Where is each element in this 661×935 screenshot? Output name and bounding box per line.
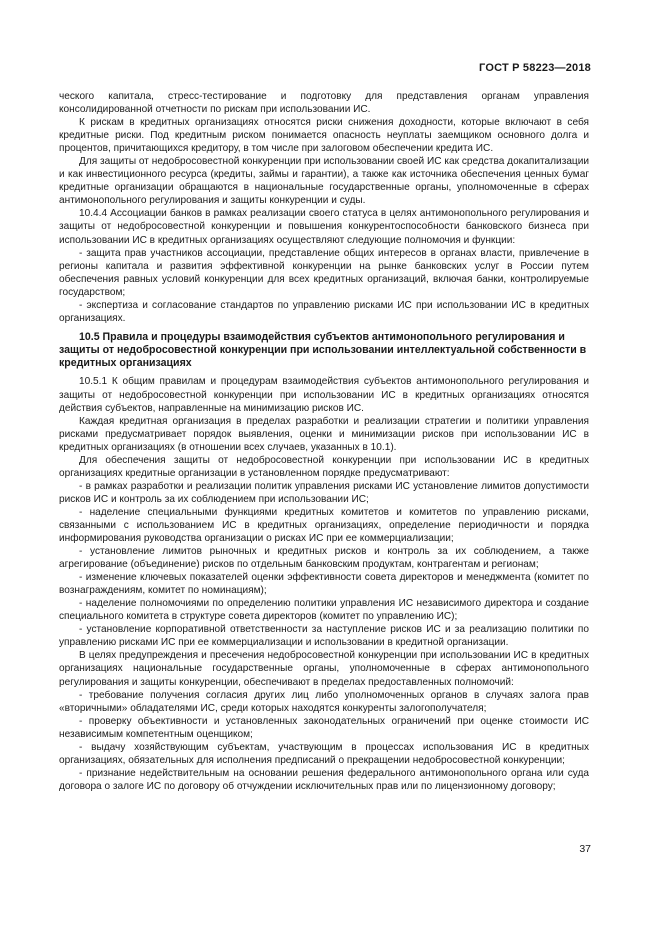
page-number: 37 [579, 843, 591, 855]
paragraph-protection-competition: Для защиты от недобросовестной конкуренции при использовании своей ИС как средства докапитализации и как инвестиционного ресурса (кредиты, займы и гарантии), а также как источника обеспечения ценных бумаг кредитные организации обращаются в национальные государственные органы, уполномоченные в сферах антимонопольного регулирования и защиты конкуренции и суды. [59, 156, 589, 207]
list-item-committees: - наделение специальными функциями кредитных комитетов и комитетов по управлению рисками, связанными с использованием ИС в кредитных организациях, определение периодичности и порядка информирования руководства организации о рисках ИС при ее коммерциализации; [59, 506, 589, 545]
list-item-consent-requirement: - требование получения согласия других лиц либо уполномоченных органов в случаях залога прав «вторичными» обладателями ИС, среди которых находятся конкуренты залогополучателя; [59, 689, 589, 714]
paragraph-state-bodies: В целях предупреждения и пресечения недобросовестной конкуренции при использовании ИС в кредитных организациях национальные государственные органы, уполномоченные в сферах антимонопольного регулирования и защиты конкуренции, обеспечивают в пределах предоставленных полномочий: [59, 650, 589, 688]
list-item-invalidation: - признание недействительным на основании решения федерального антимонопольного органа или суда договора о залоге ИС по договору об отчуждении исключительных прав или по лицензионному договору; [59, 767, 589, 792]
list-item-valuation-check: - проверку объективности и установленных законодательных ограничений при оценке стоимости ИС независимым компетентным оценщиком; [59, 715, 589, 740]
section-heading-10-5: 10.5 Правила и процедуры взаимодействия субъектов антимонопольного регулирования и защиты от недобросовестной конкуренции при использовании интеллектуальной собственности в кредитных организациях [59, 330, 587, 370]
list-item-prescriptions: - выдачу хозяйствующим субъектам, участвующим в процессах использования ИС в кредитных организациях, обязательных для исполнения предписаний о прекращении недобросовестной конкуренции; [59, 741, 589, 766]
paragraph-continuation: ческого капитала, стресс-тестирование и подготовку для представления органам управления консолидированной отчетности по рискам при использовании ИС. [59, 91, 589, 116]
list-item-rights-protection: - защита прав участников ассоциации, представление общих интересов в органах власти, привлечение в регионы капитала и развития эффективной конкуренции на рынке банковских услуг в России путем обеспечения равных условий конкуренции для всех кредитных организаций, включая банки, контролируемые государством; [59, 247, 589, 298]
list-item-corporate-responsibility: - установление корпоративной ответственности за наступление рисков ИС и за реализацию политики по управлению рисками ИС при ее коммерциализации и использовании в кредитной организации. [59, 624, 589, 649]
paragraph-risk-strategy: Каждая кредитная организация в пределах разработки и реализации стратегии и политики управления рисками предусматривает порядок выявления, оценки и минимизации рисков при использовании ИС в кредитных организациях (в отношении всех случаев, указанных в 10.1). [59, 415, 589, 453]
list-item-risk-limits: - в рамках разработки и реализации политик управления рисками ИС установление лимитов допустимости рисков ИС и контроль за их соблюдением при использовании ИС; [59, 480, 589, 505]
list-item-standards-expertise: - экспертиза и согласование стандартов по управлению рисками ИС при использовании ИС в кредитных организациях. [59, 299, 589, 324]
paragraph-protection-measures: Для обеспечения защиты от недобросовестной конкуренции при использовании ИС в кредитных организациях кредитные организации в установленном порядке предусматривают: [59, 454, 589, 479]
document-body [59, 90, 589, 793]
paragraph-10-4-4: 10.4.4 Ассоциации банков в рамках реализации своего статуса в целях антимонопольного регулирования и защиты от недобросовестной конкуренции и повышения конкурентоспособности банковского бизнеса при использовании ИС в кредитных организациях осуществляют следующие полномочия и функции: [59, 208, 589, 246]
paragraph-10-5-1: 10.5.1 К общим правилам и процедурам взаимодействия субъектов антимонопольного регулирования и защиты от недобросовестной конкуренции при использовании ИС в кредитных организациях относятся действия субъектов, направленные на минимизацию рисков ИС. [59, 376, 589, 414]
list-item-independent-director: - наделение полномочиями по определению политики управления ИС независимого директора и создание специального комитета в структуре совета директоров (комитет по управлению ИС); [59, 598, 589, 623]
standard-number-header: ГОСТ Р 58223—2018 [479, 62, 591, 74]
paragraph-credit-risks: К рискам в кредитных организациях относятся риски снижения доходности, которые включают в себя кредитные риски. Под кредитным риском понимается опасность неуплаты заемщиком основного долга и процентов, причитающихся кредитору, в том числе при залоговом обеспечении кредита ИС. [59, 117, 589, 155]
list-item-market-credit-limits: - установление лимитов рыночных и кредитных рисков и контроль за их соблюдением, а также агрегирование (объединение) рисков по отдельным банковским продуктам, контрагентам и регионам; [59, 546, 589, 571]
list-item-kpi-change: - изменение ключевых показателей оценки эффективности совета директоров и менеджмента (комитет по вознаграждениям, комитет по номинациям); [59, 572, 589, 597]
